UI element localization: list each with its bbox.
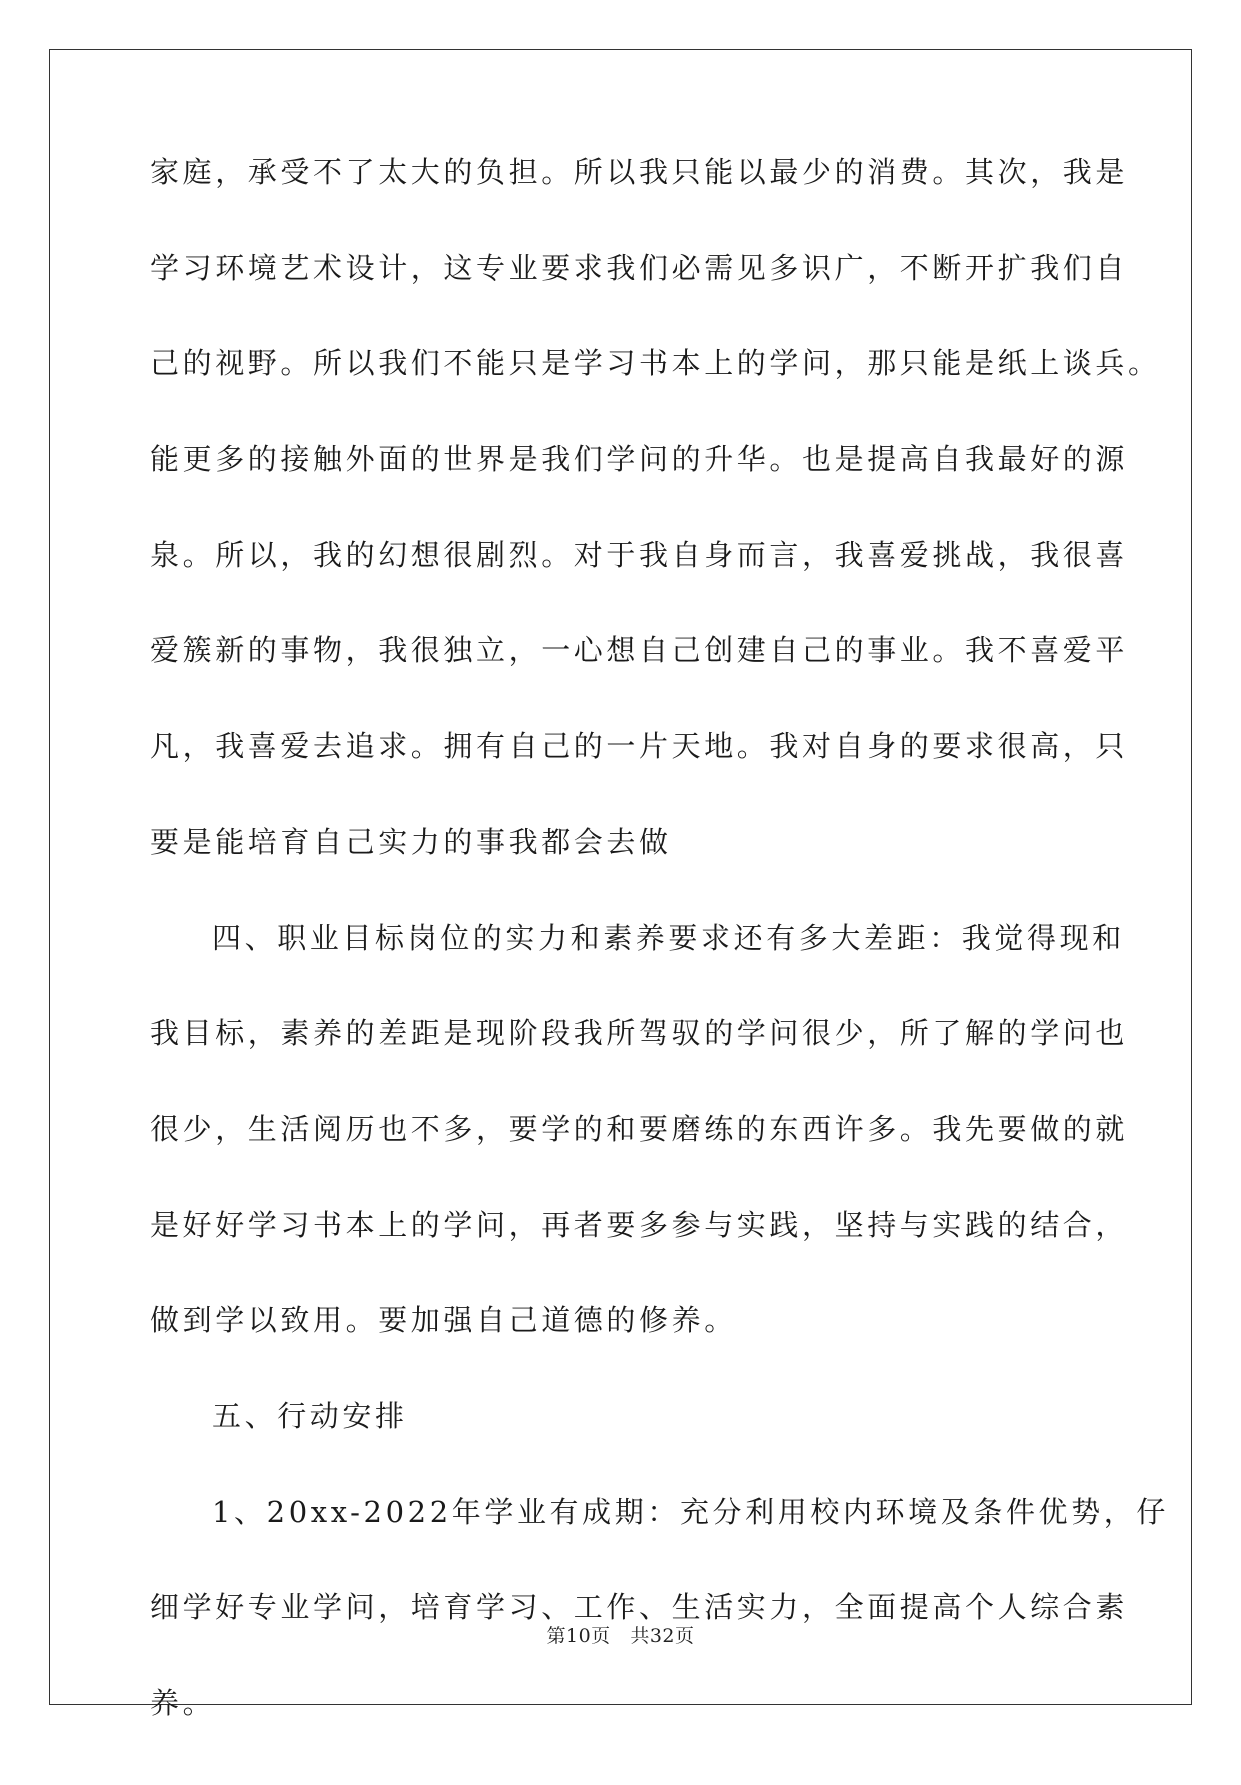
text-line: 凡，我喜爱去追求。拥有自己的一片天地。我对自身的要求很高，只: [150, 729, 1129, 764]
section-heading-line: 四、职业目标岗位的实力和素养要求还有多大差距：我觉得现和: [212, 920, 1125, 955]
page-total: 共32页: [630, 1625, 695, 1647]
text-line: 养。: [150, 1686, 216, 1720]
text-line: 很少，生活阅历也不多，要学的和要磨练的东西许多。我先要做的就: [150, 1111, 1129, 1146]
text-line: 泉。所以，我的幻想很剧烈。对于我自身而言，我喜爱挑战，我很喜: [150, 537, 1129, 572]
text-line: 己的视野。所以我们不能只是学习书本上的学问，那只能是纸上谈兵。: [150, 346, 1161, 381]
page-footer: [0, 1621, 1241, 1648]
text-line: 家庭，承受不了太大的负担。所以我只能以最少的消费。其次，我是: [150, 155, 1129, 189]
text-line: 要是能培育自己实力的事我都会去做: [150, 824, 672, 859]
page-number: 第10页: [546, 1625, 611, 1647]
document-body: [150, 155, 1169, 1785]
text-line: 我目标，素养的差距是现阶段我所驾驭的学问很少，所了解的学问也: [150, 1016, 1129, 1051]
text-line: 爱簇新的事物，我很独立，一心想自己创建自己的事业。我不喜爱平: [150, 633, 1129, 668]
text-line: 做到学以致用。要加强自己道德的修养。: [150, 1303, 737, 1338]
text-line: 能更多的接触外面的世界是我们学问的升华。也是提高自我最好的源: [150, 442, 1129, 477]
text-line: 学习环境艺术设计，这专业要求我们必需见多识广，不断开扩我们自: [150, 250, 1129, 285]
list-item-line: 1、20xx-2022年学业有成期：充分利用校内环境及条件优势，仔: [212, 1494, 1169, 1529]
section-heading: 五、行动安排: [212, 1398, 408, 1433]
text-line: 细学好专业学问，培育学习、工作、生活实力，全面提高个人综合素: [150, 1590, 1129, 1625]
text-line: 是好好学习书本上的学问，再者要多参与实践，坚持与实践的结合，: [150, 1207, 1129, 1242]
